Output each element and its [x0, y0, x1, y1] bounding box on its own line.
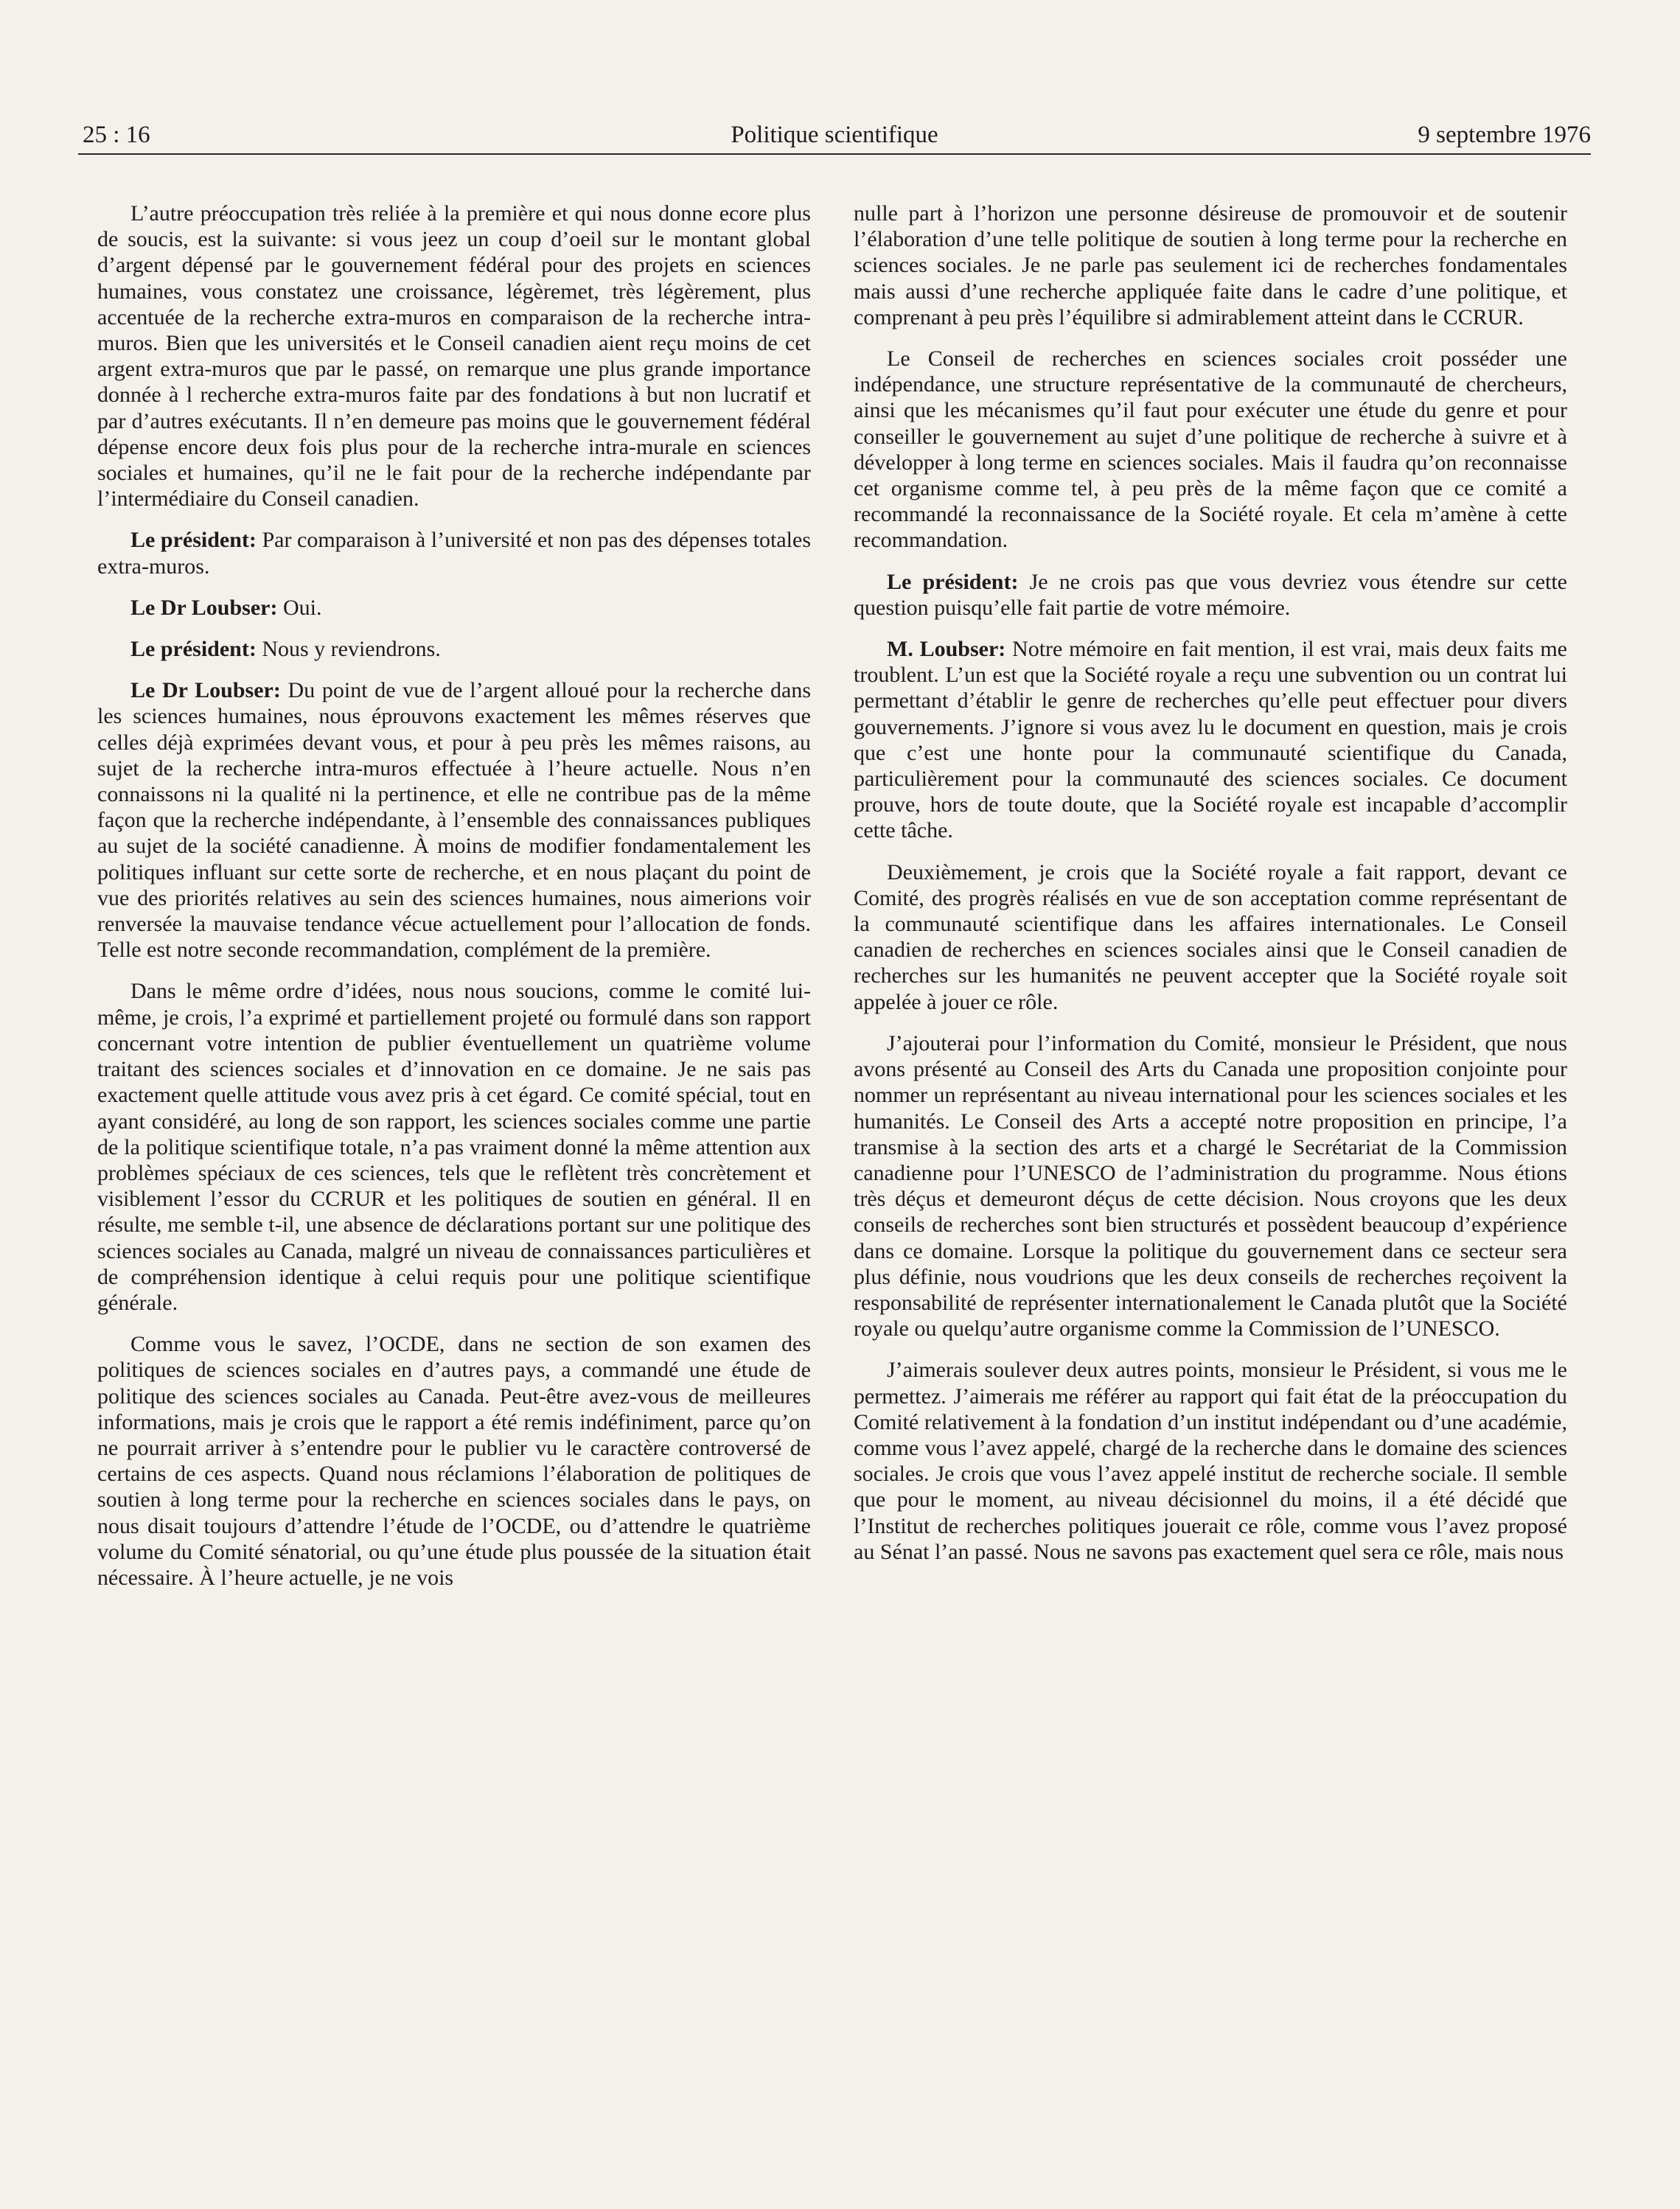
speaker-label: Le Dr Loubser: [130, 595, 278, 620]
speaker-label: M. Loubser: [887, 637, 1006, 662]
paragraph [854, 859, 1567, 1015]
paragraph [97, 200, 811, 512]
paragraph [97, 527, 811, 579]
speaker-label: Le président: [130, 637, 257, 662]
paragraph-text: Deuxièmement, je crois que la Société royale a fait rapport, devant ce Comité, des progrès réalisés en vue de son acceptation comme représentant de la communauté scientifique dans les affaires internationales. Le Conseil canadien de recherches en sciences sociales ainsi que le Conseil canadien de recherches sur les humanités ne peuvent accepter que la Société royale soit appelée à jouer ce rôle. [854, 859, 1567, 1014]
speaker-label: Le président: [887, 569, 1019, 594]
paragraph [854, 200, 1567, 330]
paragraph [97, 677, 811, 963]
paragraph-text: nulle part à l’horizon une personne désireuse de promouvoir et de soutenir l’élaboration d’une telle politique de soutien à long terme pour la recherche en sciences sociales. Je ne parle pas seulement ici de recherches fondamentales mais aussi d’une recherche appliquée faite dans le cadre d’une politique, et comprenant à peu près l’équilibre si admirablement atteint dans le CCRUR. [854, 201, 1567, 329]
paragraph-text: Du point de vue de l’argent alloué pour la recherche dans les sciences humaines, nous éprouvons exactement les mêmes réserves que celles déjà exprimées devant vous, et pour à peu près les mêmes raisons, au sujet de la recherche intra-muros effectuée à l’heure actuelle. Nous n’en connaissons ni la qualité ni la pertinence, et elle ne contribue pas de la même façon que la recherche indépendante, à l’ensemble des connaissances publiques au sujet de la société canadienne. À moins de modifier fondamentalement les politiques influant sur cette sorte de recherche, et en nous plaçant du point de vue des priorités relatives au sein des sciences humaines, nous aimerions voir renversée la mauvaise tendance vécue actuellement pour l’allocation de fonds. Telle est notre seconde recommandation, complément de la première. [97, 678, 811, 963]
paragraph [97, 978, 811, 1316]
paragraph-text: Dans le même ordre d’idées, nous nous soucions, comme le comité lui-même, je crois, l’a exprimé et partiellement projeté ou formulé dans son rapport concernant votre intention de publier éventuellement un quatrième volume traitant des sciences sociales et d’innovation en ce domaine. Je ne sais pas exactement quelle attitude vous avez pris à cet égard. Ce comité spécial, tout en ayant considéré, au long de son rapport, les sciences sociales comme une partie de la politique scientifique totale, n’a pas vraiment donné la même attention aux problèmes spéciaux de ces sciences, tels que le reflètent très concrètement et visiblement l’essor du CCRUR et les politiques de soutien en général. Il en résulte, me semble t-il, une absence de déclarations portant sur une politique des sciences sociales au Canada, malgré un niveau de connaissances particulières et de compréhension identique à celui requis pour une politique scientifique générale. [97, 979, 811, 1315]
paragraph-text: Notre mémoire en fait mention, il est vrai, mais deux faits me troublent. L’un est que la Société royale a reçu une subvention ou un contrat lui permettant d’établir le genre de recherches qu’elle peut effectuer pour divers gouvernements. J’ignore si vous avez lu le document en question, mais je crois que c’est une honte pour la communauté scientifique du Canada, particulièrement pour la communauté des sciences sociales. Ce document prouve, hors de toute doute, que la Société royale est incapable d’accomplir cette tâche. [854, 637, 1567, 843]
paragraph-text: Le Conseil de recherches en sciences sociales croit posséder une indépendance, une structure représentative de la communauté de chercheurs, ainsi que les mécanismes qu’il faut pour exécuter une étude du genre et pour conseiller le gouvernement au sujet d’une politique de recherche à suivre et à développer à long terme en sciences sociales. Mais il faudra qu’on reconnaisse cet organisme comme tel, à peu près de la même façon que ce comité a recommandé la reconnaissance de la Société royale. Et cela m’amène à cette recommandation. [854, 346, 1567, 553]
paragraph [854, 1357, 1567, 1565]
paragraph-text: Par comparaison à l’université et non pas des dépenses totales extra-muros. [97, 528, 812, 579]
paragraph [97, 636, 811, 662]
paragraph-text: Nous y reviendrons. [262, 637, 441, 662]
speaker-label: Le président: [130, 528, 257, 553]
page-number: 25 : 16 [83, 122, 150, 148]
paragraph [854, 1030, 1567, 1341]
issue-date: 9 septembre 1976 [1418, 122, 1591, 148]
paragraph [854, 569, 1567, 621]
left-column [97, 200, 811, 1606]
paragraph-text: J’ajouterai pour l’information du Comité, monsieur le Président, que nous avons présenté au Conseil des Arts du Canada une proposition conjointe pour nommer un représentant au niveau international pour les sciences sociales et les humanités. Le Conseil des Arts a accepté notre proposition en principe, l’a transmise à la section des arts et a chargé le Secrétariat de la Commission canadienne pour l’UNESCO de l’administration du programme. Nous étions très déçus et demeuront déçus de cette décision. Nous croyons que les deux conseils de recherches sont bien structurés et possèdent beaucoup d’expérience dans ce domaine. Lorsque la politique du gouvernement dans ce secteur sera plus définie, nous voudrions que les deux conseils de recherches reçoivent la responsabilité de représenter internationalement le Canada plutôt que la Société royale ou quelqu’autre organisme comme la Commission de l’UNESCO. [854, 1030, 1567, 1341]
journal-title: Politique scientifique [731, 122, 938, 148]
paragraph [97, 1331, 811, 1591]
paragraph-text: Oui. [282, 595, 322, 620]
paragraph-text: Comme vous le savez, l’OCDE, dans ne section de son examen des politiques de sciences sociales en d’autres pays, a commandé une étude de politique des sciences sociales au Canada. Peut-être avez-vous de meilleures informations, mais je crois que le rapport a été remis indéfiniment, parce qu’on ne pourrait arriver à s’entendre pour le publier vu le caractère controversé de certains de ces aspects. Quand nous réclamions l’élaboration de politiques de soutien à long terme pour la recherche en sciences sociales dans le pays, on nous disait toujours d’attendre l’étude de l’OCDE, ou d’attendre le quatrième volume du Comité sénatorial, ou qu’une étude plus poussée de la situation était nécessaire. À l’heure actuelle, je ne vois [97, 1332, 811, 1590]
header-rule [78, 153, 1591, 155]
paragraph [854, 346, 1567, 554]
paragraph [97, 595, 811, 621]
paragraph-text: J’aimerais soulever deux autres points, monsieur le Président, si vous me le permettez. J’aimerais me référer au rapport qui fait état de la préoccupation du Comité relativement à la fondation d’un institut indépendant ou d’une académie, comme vous l’avez appelé, chargé de la recherche dans le domaine des sciences sociales. Je crois que vous l’avez appelé institut de recherche sociale. Il semble que pour le moment, au niveau décisionnel du moins, il a été décidé que l’Institut de recherches politiques jouerait ce rôle, comme vous l’avez proposé au Sénat l’an passé. Nous ne savons pas exactement quel sera ce rôle, mais nous [854, 1358, 1567, 1564]
page-header [78, 111, 1591, 155]
paragraph [854, 636, 1567, 844]
right-column [854, 200, 1567, 1580]
paragraph-text: Je ne crois pas que vous devriez vous étendre sur cette question puisqu’elle fait partie de votre mémoire. [854, 569, 1567, 620]
paragraph-text: L’autre préoccupation très reliée à la première et qui nous donne ecore plus de soucis, est la suivante: si vous jeez un coup d’oeil sur le montant global d’argent dépensé par le gouvernement fédéral pour des projets en sciences humaines, vous constatez une croissance, légèremet, très légèrement, plus accentuée de la recherche extra-muros en comparaison de la recherche intra-muros. Bien que les universités et le Conseil canadien aient reçu moins de cet argent extra-muros que par le passé, on remarque une plus grande importance donnée à l recherche extra-muros faite par des fondations à but non lucratif et par d’autres exécutants. Il n’en demeure pas moins que le gouvernement fédéral dépense encore deux fois plus pour de la recherche intra-murale en sciences sociales et humaines, qu’il ne le fait pour de la recherche indépendante par l’intermédiaire du Conseil canadien. [97, 201, 811, 512]
speaker-label: Le Dr Loubser: [130, 678, 281, 703]
